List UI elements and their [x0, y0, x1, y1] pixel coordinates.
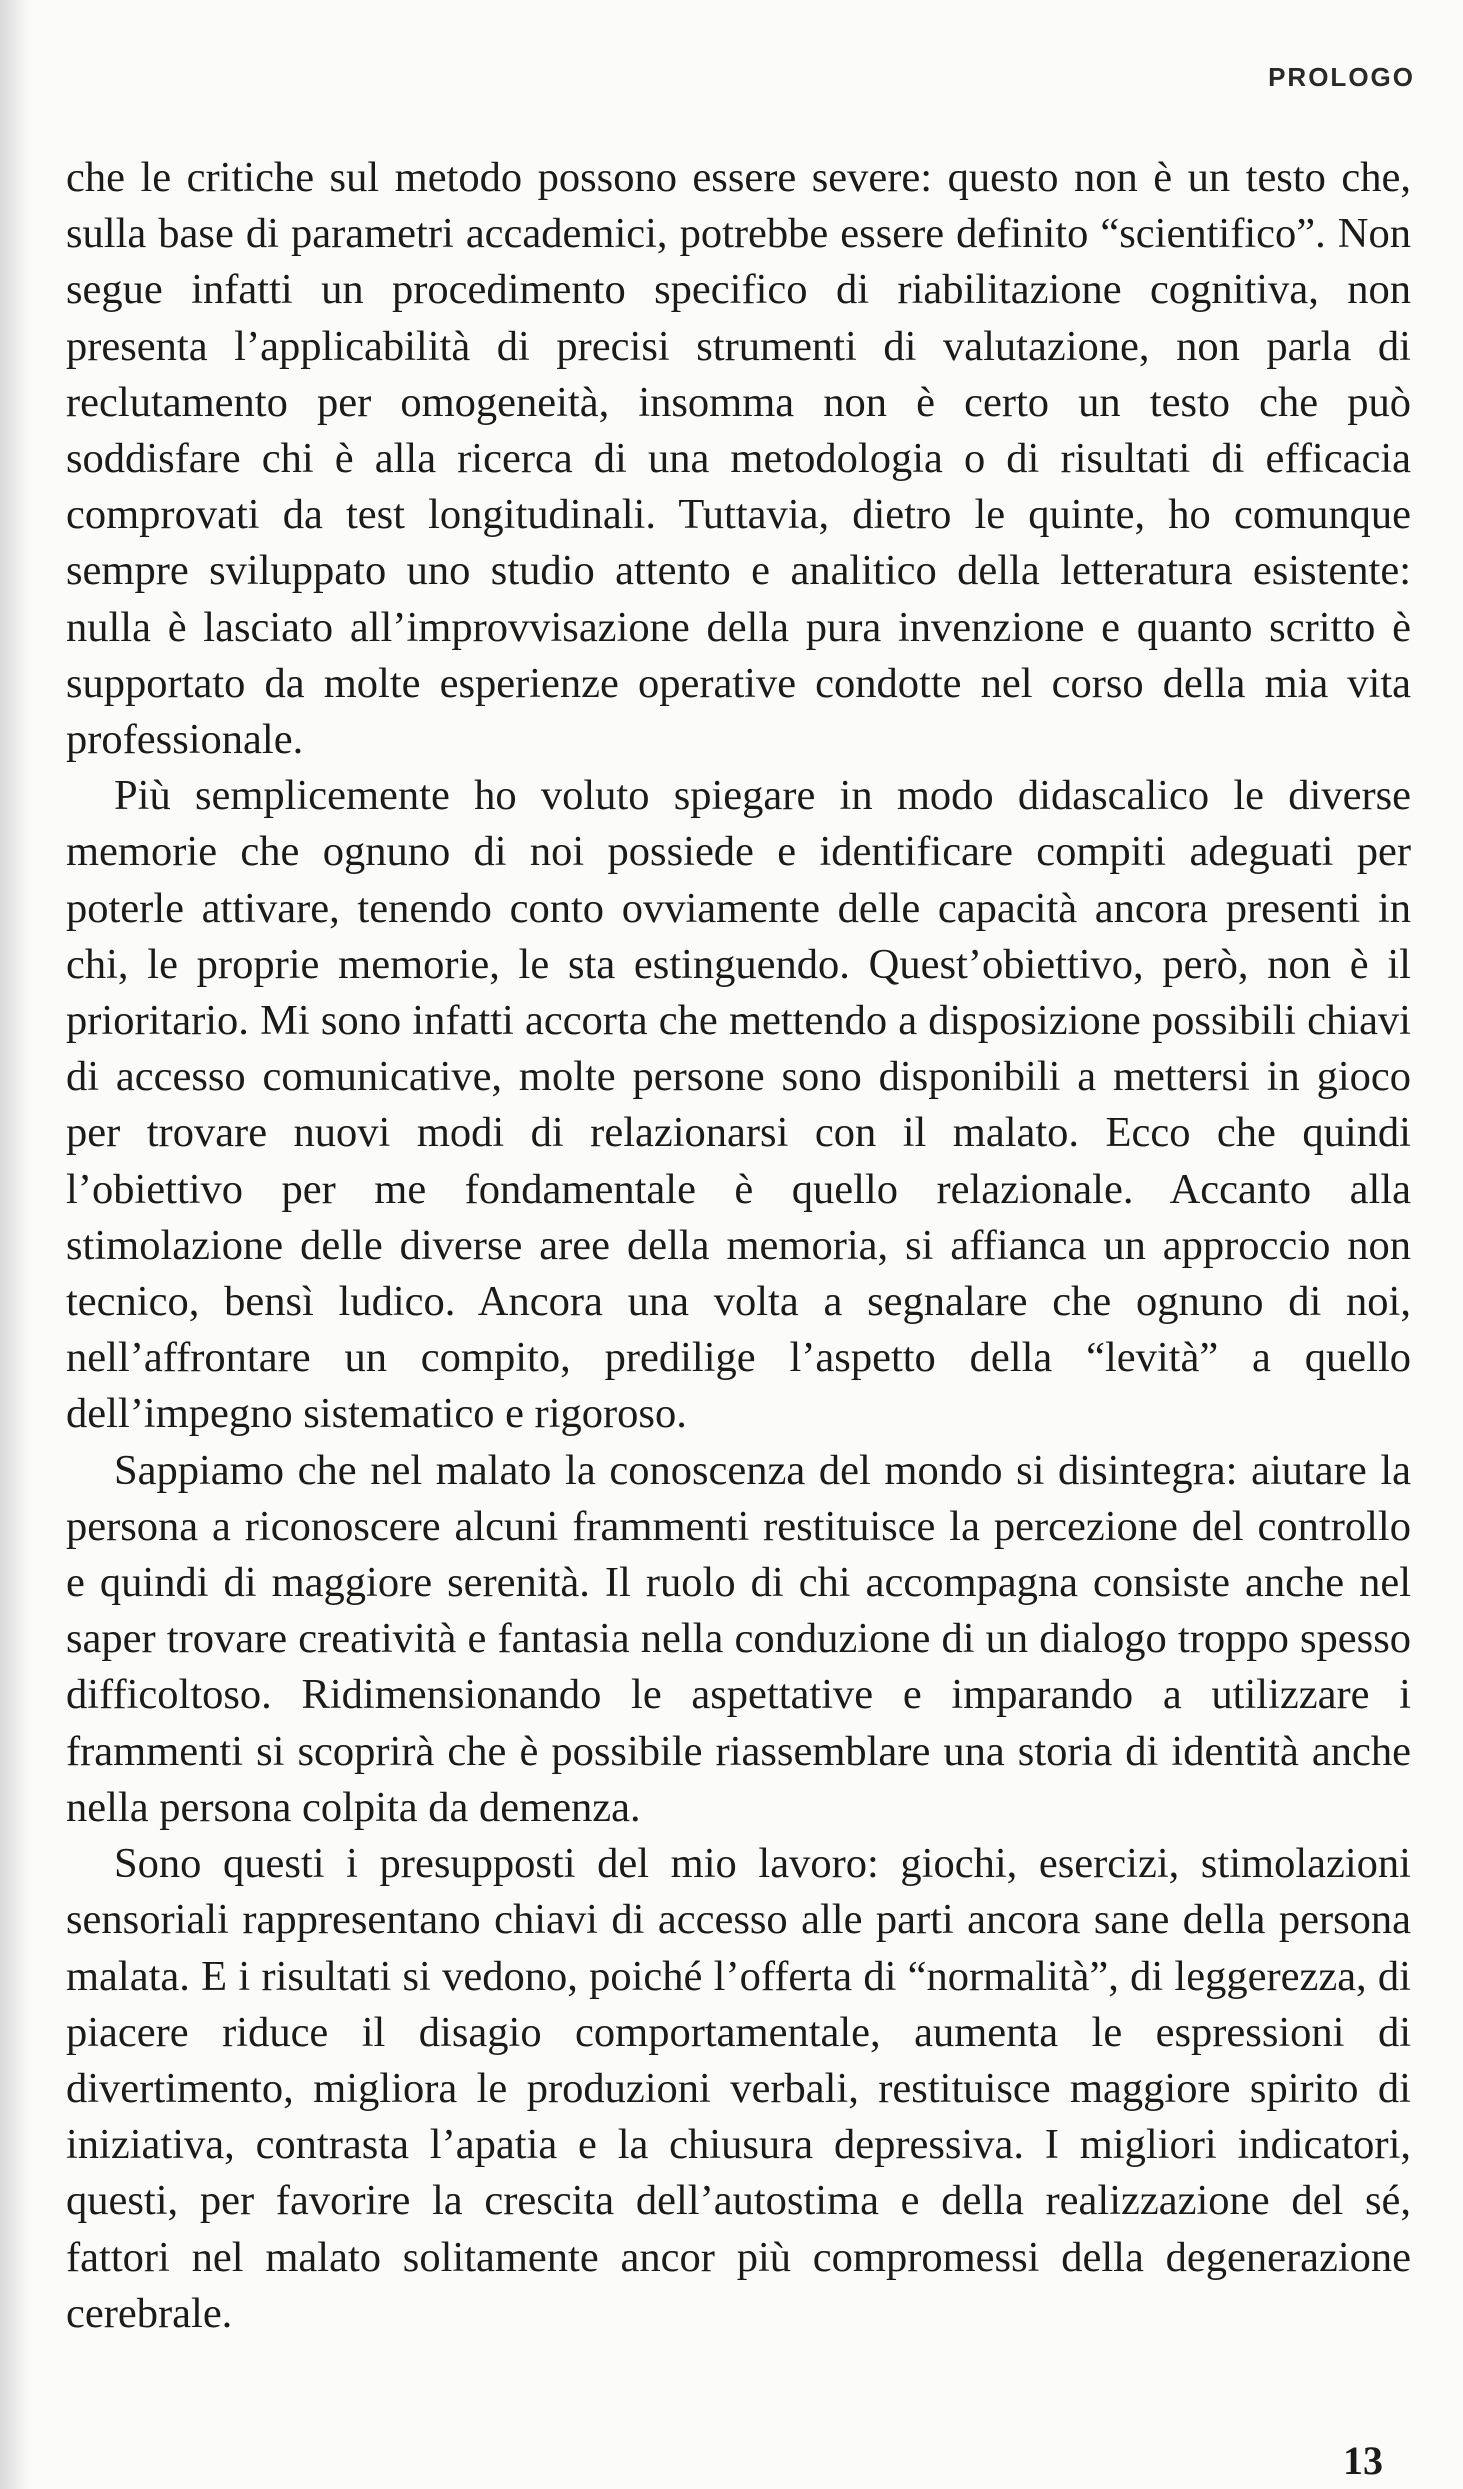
page-number: 13 — [1343, 2438, 1383, 2483]
page-edge-shadow — [0, 0, 30, 2489]
paragraph-2: Più semplicemente ho voluto spiegare in modo didascalico le diverse memorie che ognuno di noi possiede e identificare compiti adeguati per poterle attivare, tenendo conto ovviamente delle capacità ancora presenti in chi, le proprie memorie, le sta estinguendo. Quest’obiettivo, però, non è il prioritario. Mi sono infatti accorta che mettendo a disposizione possibili chiavi di accesso comunicative, molte persone sono disponibili a mettersi in gioco per trovare nuovi modi di relazionarsi con il malato. Ecco che quindi l’obiettivo per me fondamentale è quello relazionale. Accanto alla stimolazione delle diverse aree della memoria, si affianca un approccio non tecnico, bensì ludico. Ancora una volta a segnalare che ognuno di noi, nell’affrontare un compito, predilige l’aspetto della “levità” a quello dell’impegno sistematico e rigoroso. — [66, 772, 1411, 1438]
paragraph-1: che le critiche sul metodo possono essere severe: questo non è un testo che, sulla base di parametri accademici, potrebbe essere definito “scientifico”. Non segue infatti un procedimento specifico di riabilitazione cognitiva, non presenta l’applicabilità di precisi strumenti di valutazione, non parla di reclutamento per omogeneità, insomma non è certo un testo che può soddisfare chi è alla ricerca di una metodologia o di risultati di efficacia comprovati da test longitudinali. Tuttavia, dietro le quinte, ho comunque sempre sviluppato uno studio attento e analitico della letteratura esistente: nulla è lasciato all’improvvisazione della pura invenzione e quanto scritto è supportato da molte esperienze operative condotte nel corso della mia vita professionale. — [66, 154, 1411, 764]
running-header: PROLOGO — [1268, 62, 1415, 92]
body-text — [66, 150, 1411, 2342]
paragraph-3: Sappiamo che nel malato la conoscenza del mondo si disintegra: aiutare la persona a riconoscere alcuni frammenti restituisce la percezione del controllo e quindi di maggiore serenità. Il ruolo di chi accompagna consiste anche nel saper trovare creatività e fantasia nella conduzione di un dialogo troppo spesso difficoltoso. Ridimensionando le aspettative e imparando a utilizzare i frammenti si scoprirà che è possibile riassemblare una storia di identità anche nella persona colpita da demenza. — [66, 1446, 1411, 1831]
paragraph-4: Sono questi i presupposti del mio lavoro: giochi, esercizi, stimolazioni sensoriali rappresentano chiavi di accesso alle parti ancora sane della persona malata. E i risultati si vedono, poiché l’offerta di “normalità”, di leggerezza, di piacere riduce il disagio comportamentale, aumenta le espressioni di divertimento, migliora le produzioni verbali, restituisce maggiore spirito di iniziativa, contrasta l’apatia e la chiusura depressiva. I migliori indicatori, questi, per favorire la crescita dell’autostima e della realizzazione del sé, fattori nel malato solitamente ancor più compromessi della degenerazione cerebrale. — [66, 1840, 1411, 2337]
